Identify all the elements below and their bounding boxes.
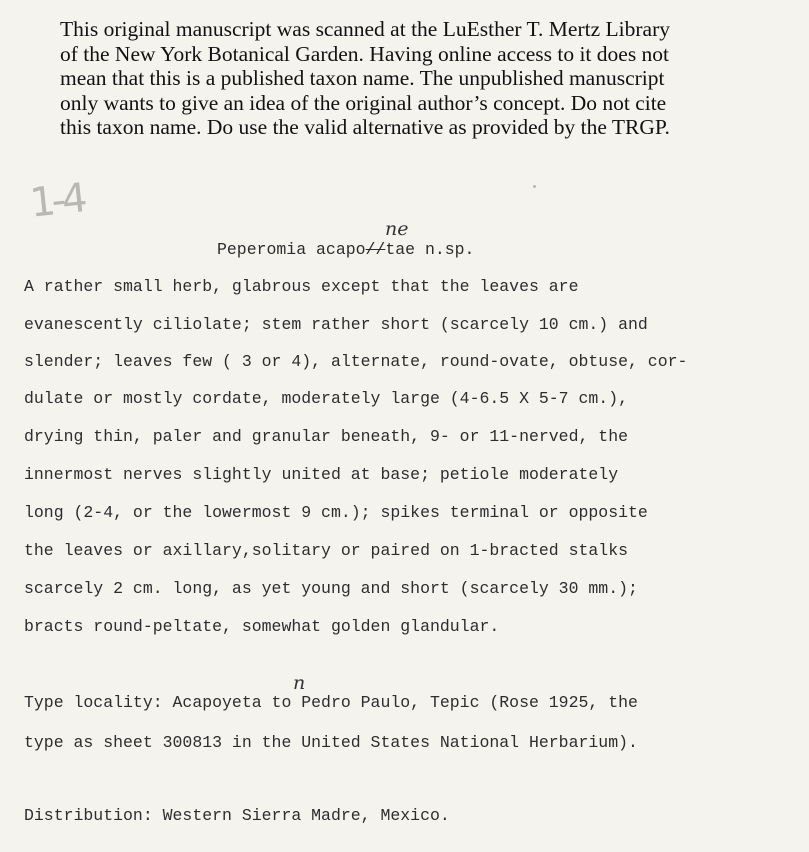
paper-speck [533, 185, 536, 188]
description-line: scarcely 2 cm. long, as yet young and short (scarcely 30 mm.); [24, 579, 638, 598]
notice-line: of the New York Botanical Garden. Having online access to it does not [60, 41, 670, 66]
notice-line: This original manuscript was scanned at the LuEsther T. Mertz Library [60, 17, 670, 41]
notice-line: mean that this is a published taxon name. The unpublished manuscript [60, 66, 665, 91]
title-prefix: Peperomia acapo [217, 240, 366, 259]
distribution-line: Distribution: Western Sierra Madre, Mexico. [24, 806, 450, 825]
description-line: evanescently ciliolate; stem rather short (scarcely 10 cm.) and [24, 315, 648, 334]
description-line: long (2-4, or the lowermost 9 cm.); spikes terminal or opposite [24, 503, 648, 522]
species-title [217, 240, 474, 259]
handwritten-page-number: 1‑4 [27, 175, 86, 227]
description-line: slender; leaves few ( 3 or 4), alternate, round-ovate, obtuse, cor- [24, 352, 688, 371]
title-handwritten-correction: ne [385, 218, 409, 240]
type-locality-line: type as sheet 300813 in the United States National Herbarium). [24, 733, 638, 752]
description-line: bracts round-peltate, somewhat golden glandular. [24, 617, 500, 636]
library-notice [60, 17, 790, 140]
description-line: A rather small herb, glabrous except that the leaves are [24, 277, 579, 296]
description-line: drying thin, paler and granular beneath, 9- or 11-nerved, the [24, 427, 628, 446]
locality-handwritten-correction: n [293, 672, 306, 694]
description-line: the leaves or axillary,solitary or paired on 1-bracted stalks [24, 541, 628, 560]
title-struck-letters: // [365, 240, 386, 259]
description-line: innermost nerves slightly united at base; petiole moderately [24, 465, 619, 484]
title-suffix: tae n.sp. [385, 240, 475, 259]
description-line: dulate or mostly cordate, moderately large (4-6.5 X 5-7 cm.), [24, 389, 628, 408]
notice-line: this taxon name. Do use the valid alternative as provided by the TRGP. [60, 115, 670, 140]
notice-line: only wants to give an idea of the original author’s concept. Do not cite [60, 90, 667, 115]
type-locality-line: Type locality: Acapoyeta to Pedro Paulo, Tepic (Rose 1925, the [24, 693, 638, 712]
